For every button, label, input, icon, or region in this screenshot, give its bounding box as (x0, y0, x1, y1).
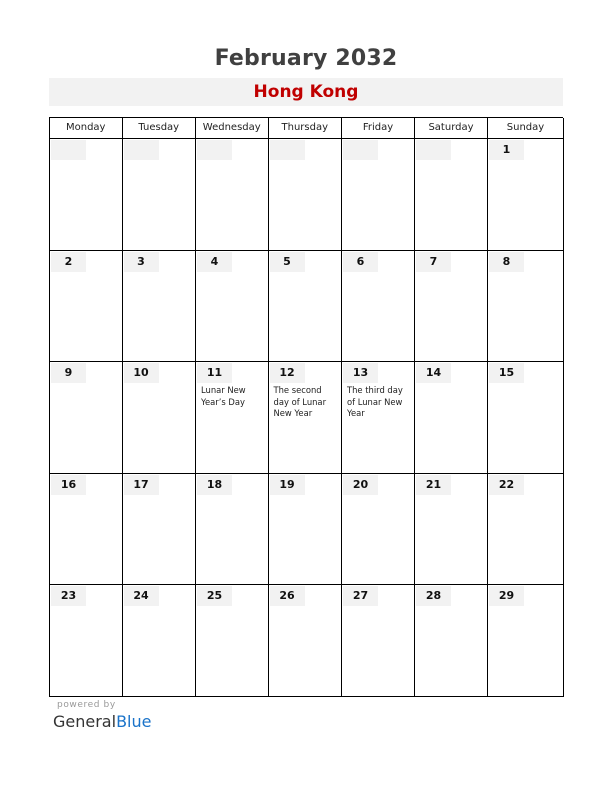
day-number (270, 140, 305, 160)
weekday-header-sunday: Sunday (488, 118, 564, 139)
day-cell-9[interactable] (50, 362, 123, 474)
generalblue-logo[interactable] (53, 712, 151, 731)
day-cell-11[interactable] (196, 362, 269, 474)
day-cell-4[interactable] (196, 251, 269, 363)
day-number: 22 (489, 475, 524, 495)
calendar-body (50, 139, 563, 697)
day-number: 4 (197, 252, 232, 272)
weekday-header-saturday: Saturday (415, 118, 488, 139)
day-number: 14 (416, 363, 451, 383)
day-number: 7 (416, 252, 451, 272)
day-cell-21[interactable] (415, 474, 488, 586)
day-cell-14[interactable] (415, 362, 488, 474)
brand-general-text: General (53, 712, 117, 731)
day-number: 5 (270, 252, 305, 272)
day-cell-24[interactable] (123, 585, 197, 697)
day-number (197, 140, 232, 160)
day-number: 10 (124, 363, 159, 383)
day-cell-2[interactable] (50, 251, 123, 363)
day-number (51, 140, 86, 160)
day-number: 6 (343, 252, 378, 272)
day-number: 13 (343, 363, 378, 383)
week-row (50, 474, 563, 586)
page-title: February 2032 (214, 46, 398, 71)
day-number: 11 (197, 363, 232, 383)
empty-day-cell[interactable] (269, 139, 343, 251)
day-cell-5[interactable] (269, 251, 343, 363)
day-number: 18 (197, 475, 232, 495)
day-cell-15[interactable] (488, 362, 564, 474)
weekday-header-thursday: Thursday (269, 118, 343, 139)
day-cell-28[interactable] (415, 585, 488, 697)
day-cell-18[interactable] (196, 474, 269, 586)
region-label: Hong Kong (49, 78, 563, 106)
day-cell-23[interactable] (50, 585, 123, 697)
holiday-event: The third day of Lunar New Year (347, 385, 403, 419)
day-number: 24 (124, 586, 159, 606)
day-number: 12 (270, 363, 305, 383)
week-row (50, 585, 563, 697)
day-number: 19 (270, 475, 305, 495)
day-cell-6[interactable] (342, 251, 415, 363)
calendar-grid (49, 117, 563, 697)
weekday-header-wednesday: Wednesday (196, 118, 269, 139)
day-cell-26[interactable] (269, 585, 343, 697)
week-row (50, 251, 563, 363)
day-cell-1[interactable] (488, 139, 564, 251)
day-cell-17[interactable] (123, 474, 197, 586)
day-cell-10[interactable] (123, 362, 197, 474)
weekday-header-tuesday: Tuesday (123, 118, 197, 139)
day-number: 3 (124, 252, 159, 272)
day-number: 23 (51, 586, 86, 606)
holiday-event: The second day of Lunar New Year (273, 385, 327, 419)
day-number: 1 (489, 140, 524, 160)
empty-day-cell[interactable] (123, 139, 197, 251)
day-number: 17 (124, 475, 159, 495)
day-number: 25 (197, 586, 232, 606)
day-number: 15 (489, 363, 524, 383)
week-row (50, 139, 563, 251)
day-number (124, 140, 159, 160)
holiday-event: Lunar New Year’s Day (201, 385, 246, 407)
empty-day-cell[interactable] (415, 139, 488, 251)
day-number: 8 (489, 252, 524, 272)
day-cell-12[interactable] (269, 362, 343, 474)
day-number (343, 140, 378, 160)
empty-day-cell[interactable] (342, 139, 415, 251)
weekday-header-friday: Friday (342, 118, 415, 139)
weekday-header-monday: Monday (50, 118, 123, 139)
day-number: 29 (489, 586, 524, 606)
day-cell-3[interactable] (123, 251, 197, 363)
day-number: 28 (416, 586, 451, 606)
day-number: 9 (51, 363, 86, 383)
day-number (416, 140, 451, 160)
day-cell-25[interactable] (196, 585, 269, 697)
day-cell-16[interactable] (50, 474, 123, 586)
day-number: 20 (343, 475, 378, 495)
day-number: 27 (343, 586, 378, 606)
week-row (50, 362, 563, 474)
day-cell-29[interactable] (488, 585, 564, 697)
brand-blue-text: Blue (116, 712, 152, 731)
day-number: 21 (416, 475, 451, 495)
day-cell-20[interactable] (342, 474, 415, 586)
powered-by-text: powered by (57, 700, 116, 710)
day-cell-13[interactable] (342, 362, 415, 474)
day-number: 2 (51, 252, 86, 272)
day-cell-7[interactable] (415, 251, 488, 363)
day-cell-19[interactable] (269, 474, 343, 586)
empty-day-cell[interactable] (196, 139, 269, 251)
day-number: 26 (270, 586, 305, 606)
day-cell-8[interactable] (488, 251, 564, 363)
weekday-header-row (50, 118, 563, 139)
day-cell-22[interactable] (488, 474, 564, 586)
day-cell-27[interactable] (342, 585, 415, 697)
day-number: 16 (51, 475, 86, 495)
empty-day-cell[interactable] (50, 139, 123, 251)
